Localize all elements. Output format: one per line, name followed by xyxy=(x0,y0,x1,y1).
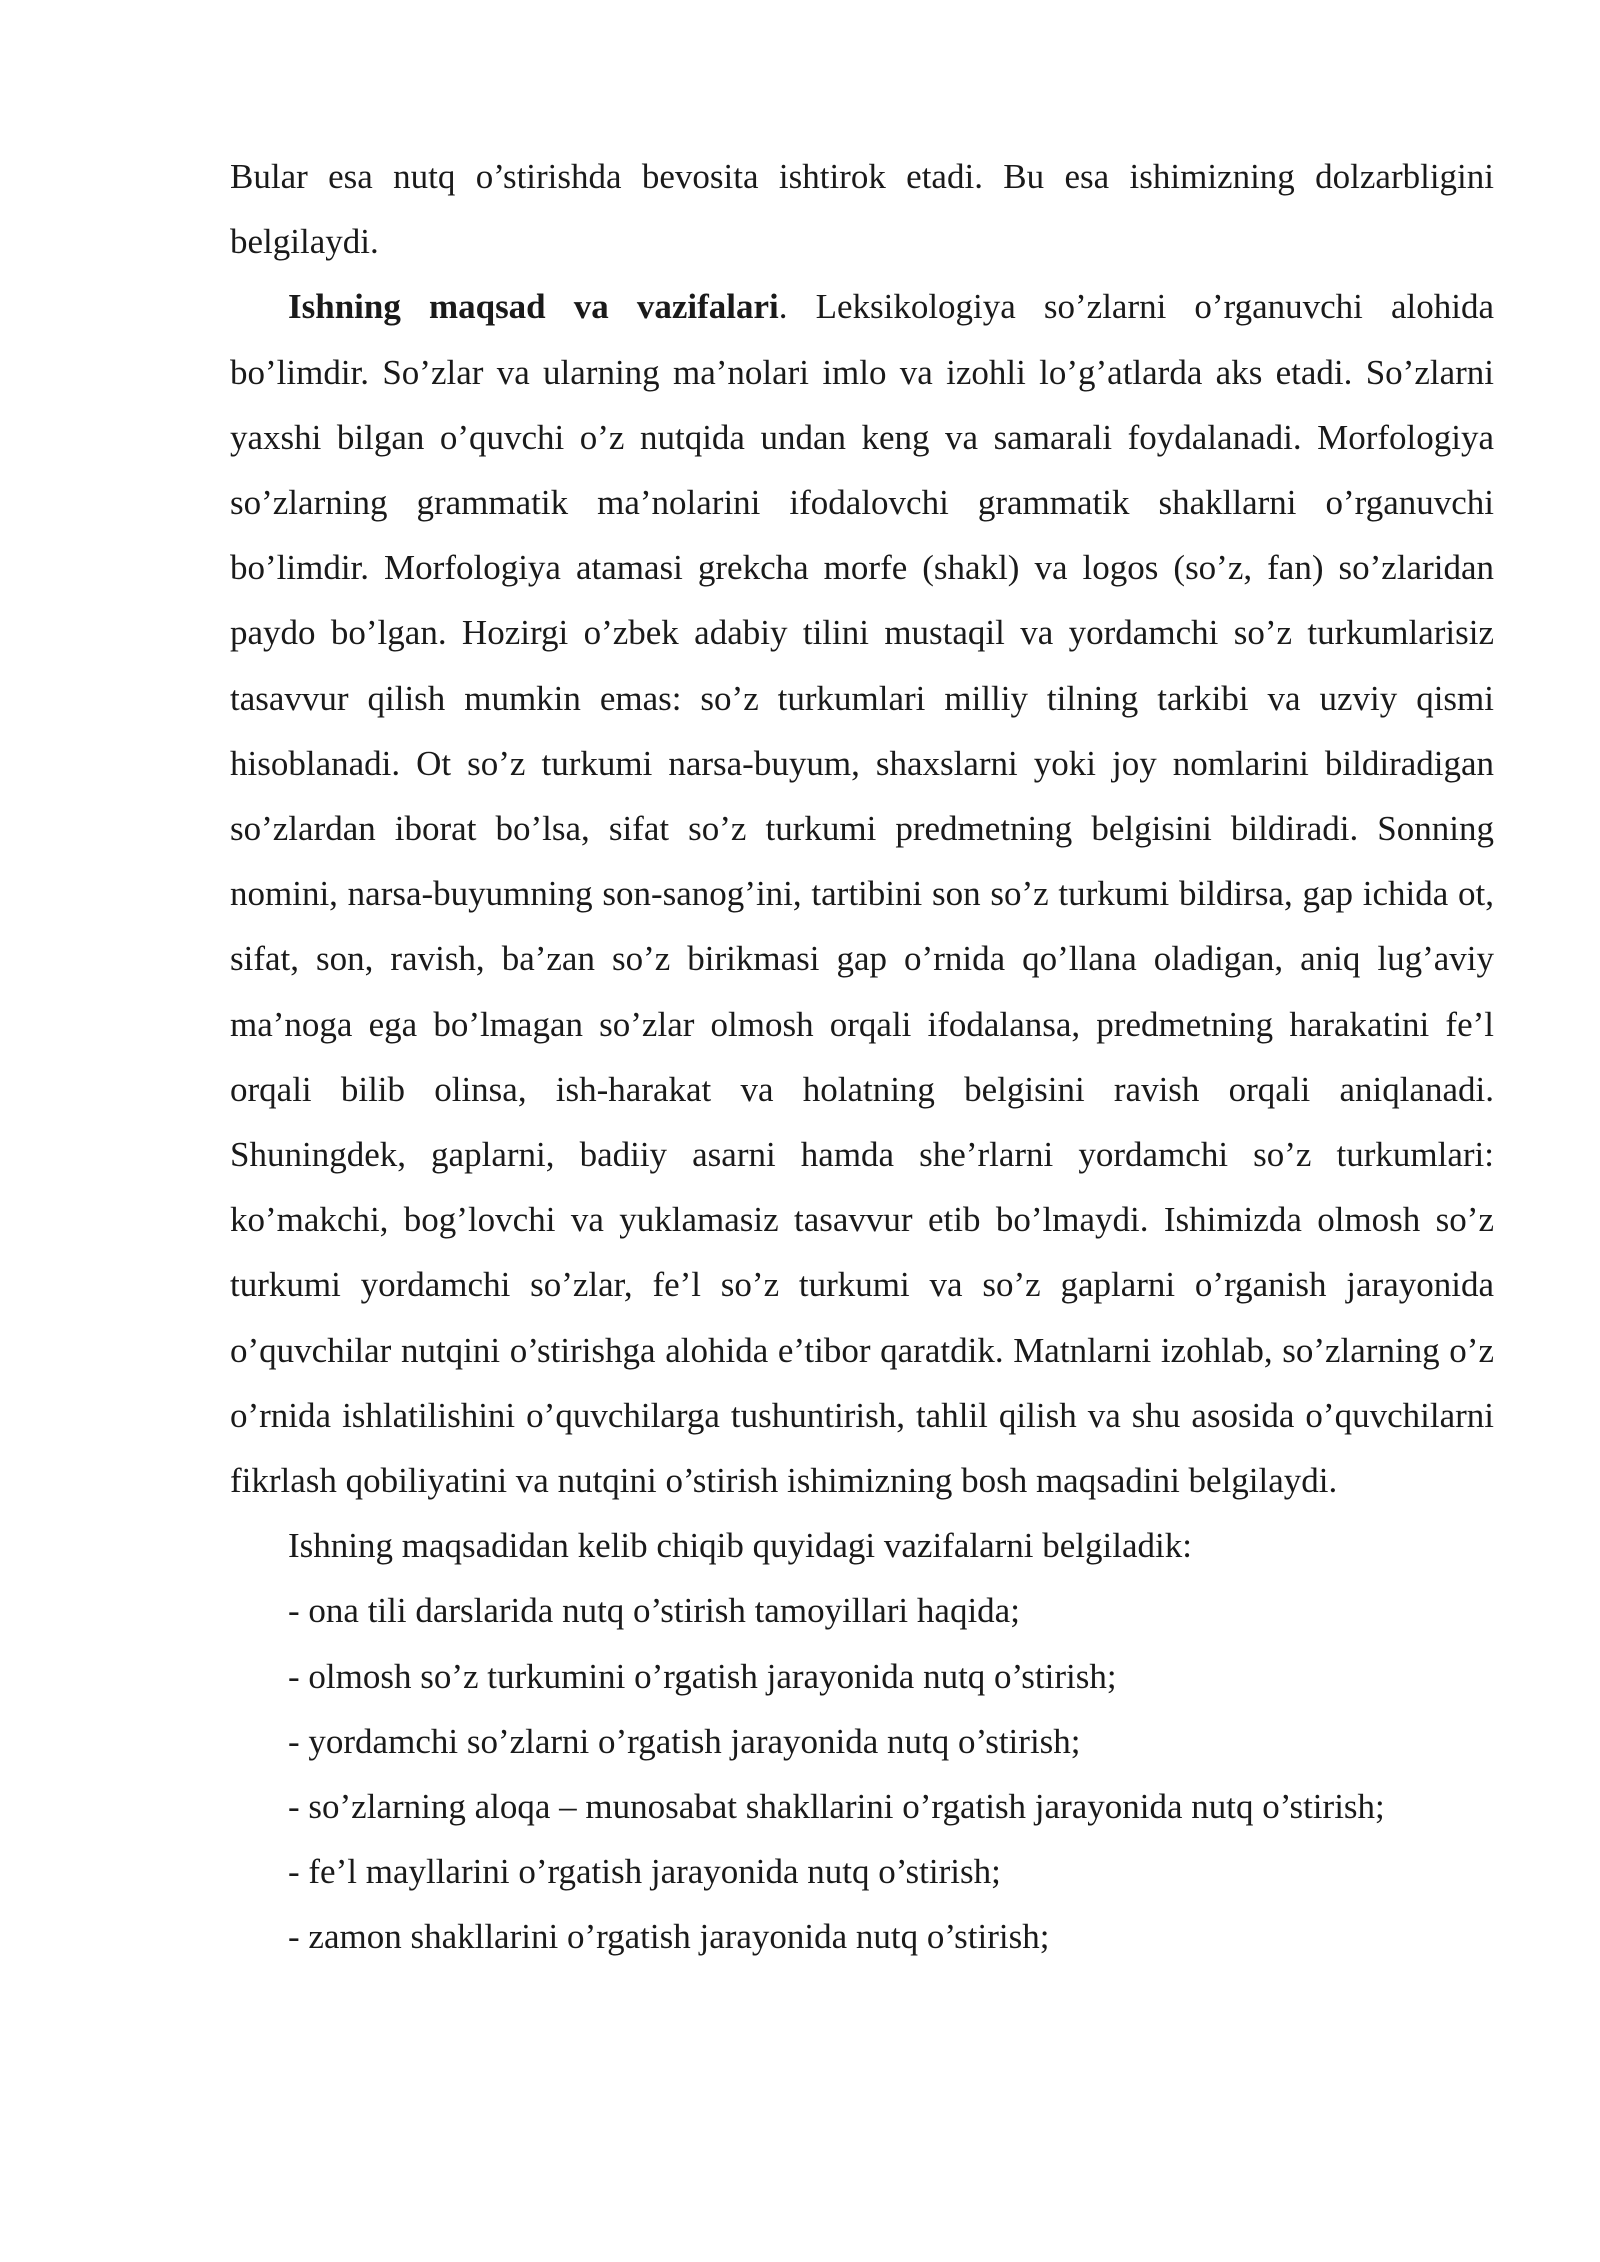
section-heading-punct: . xyxy=(778,287,788,327)
document-page xyxy=(230,144,1494,1970)
task-item: - so’zlarning aloqa – munosabat shakllarini o’rgatish jarayonida nutq o’stirish; xyxy=(288,1787,1385,1827)
task-item: - zamon shakllarini o’rgatish jarayonida nutq o’stirish; xyxy=(288,1917,1050,1957)
section-paragraph xyxy=(230,274,1494,1513)
task-item: - olmosh so’z turkumini o’rgatish jarayonida nutq o’stirish; xyxy=(288,1656,1117,1696)
task-item: - yordamchi so’zlarni o’rgatish jarayonida nutq o’stirish; xyxy=(288,1721,1081,1761)
task-item: - fe’l mayllarini o’rgatish jarayonida nutq o’stirish; xyxy=(288,1852,1001,1892)
tasks-list xyxy=(230,1578,1494,1969)
section-heading: Ishning maqsad va vazifalari xyxy=(288,287,779,327)
section-body: Leksikologiya so’zlarni o’rganuvchi alohida bo’limdir. So’zlar va ularning ma’nolari imlo va izohli lo’g’atlarda aks etadi. So’zlarni yaxshi bilgan o’quvchi o’z nutqida undan keng va samarali foydalanadi. Morfologiya so’zlarning grammatik ma’nolarini ifodalovchi grammatik shakllarni o’rganuvchi bo’limdir. Morfologiya atamasi grekcha morfe (shakl) va logos (so’z, fan) so’zlaridan paydo bo’lgan. Hozirgi o’zbek adabiy tilini mustaqil va yordamchi so’z turkumlarisiz tasavvur qilish mumkin emas: so’z turkumlari milliy tilning tarkibi va uzviy qismi hisoblanadi. Ot so’z turkumi narsa-buyum, shaxslarni yoki joy nomlarini bildiradigan so’zlardan iborat bo’lsa, sifat so’z turkumi predmetning belgisini bildiradi. Sonning nomini, narsa-buyumning son-sanog’ini, tartibini son so’z turkumi bildirsa, gap ichida ot, sifat, son, ravish, ba’zan so’z birikmasi gap o’rnida qo’llana oladigan, aniq lug’aviy ma’noga ega bo’lmagan so’zlar olmosh orqali ifodalansa, predmetning harakatini fe’l orqali bilib olinsa, ish-harakat va holatning belgisini ravish orqali aniqlanadi. Shuningdek, gaplarni, badiiy asarni hamda she’rlarni yordamchi so’z turkumlari: ko’makchi, bog’lovchi va yuklamasiz tasavvur etib bo’lmaydi. Ishimizda olmosh so’z turkumi yordamchi so’zlar, fe’l so’z turkumi va so’z gaplarni o’rganish jarayonida o’quvchilar nutqini o’stirishga alohida e’tibor qaratdik. Matnlarni izohlab, so’zlarning o’z o’rnida ishlatilishini o’quvchilarga tushuntirish, tahlil qilish va shu asosida o’quvchilarni fikrlash qobiliyatini va nutqini o’stirish ishimizning bosh maqsadini belgilaydi. xyxy=(230,287,1495,1501)
intro-paragraph: Bular esa nutq o’stirishda bevosita ishtirok etadi. Bu esa ishimizning dolzarbligini belgilaydi. xyxy=(230,157,1494,262)
task-item: - ona tili darslarida nutq o’stirish tamoyillari haqida; xyxy=(288,1591,1020,1631)
tasks-intro: Ishning maqsadidan kelib chiqib quyidagi vazifalarni belgiladik: xyxy=(288,1526,1192,1566)
